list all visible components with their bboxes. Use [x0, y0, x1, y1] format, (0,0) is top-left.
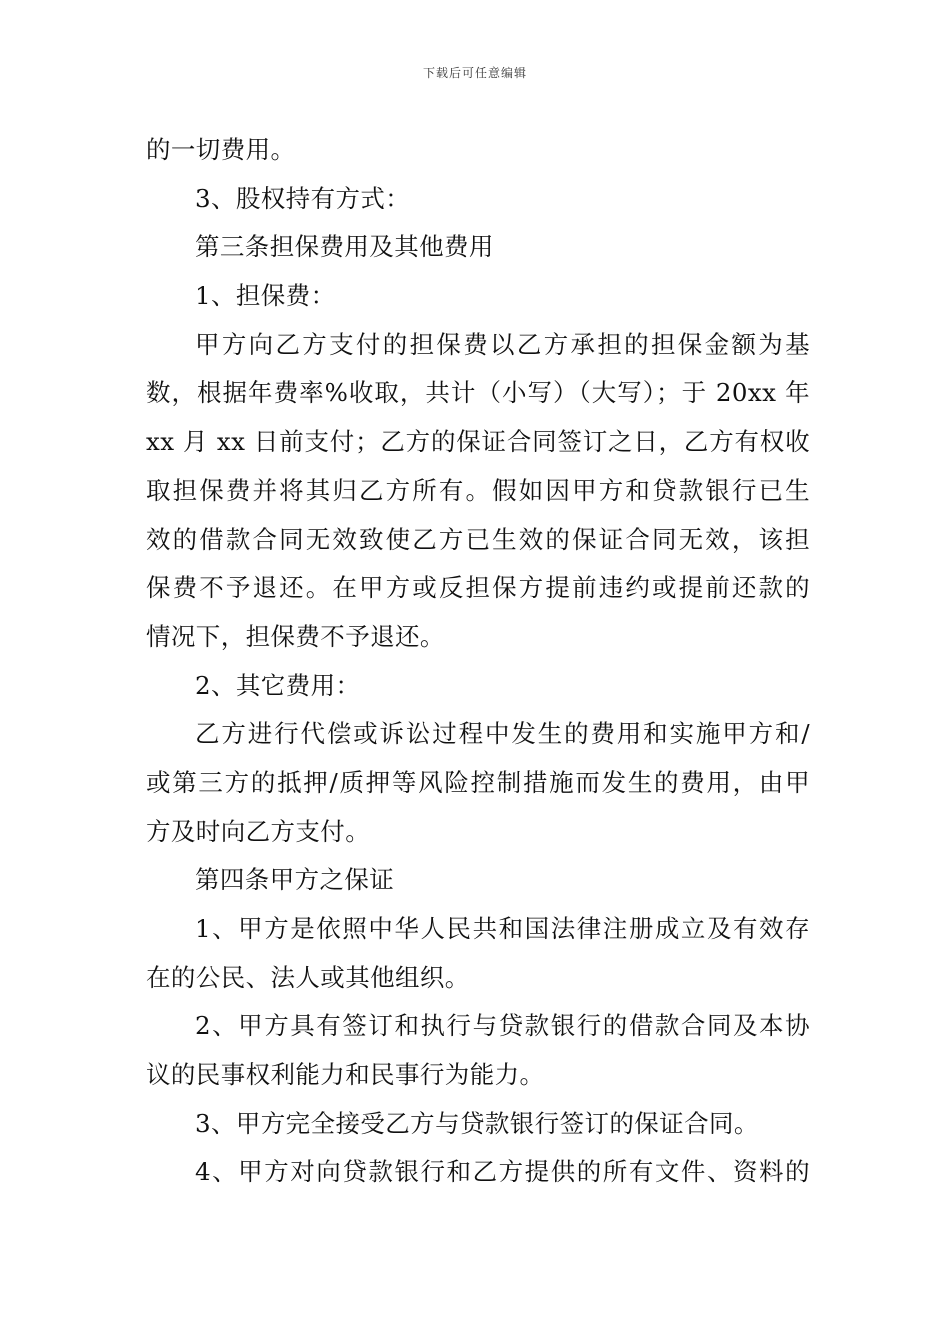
text-line: 在的公民、法人或其他组织。: [146, 962, 470, 992]
page-header: 下载后可任意编辑: [422, 66, 527, 80]
text-line: 效的借款合同无效致使乙方已生效的保证合同无效，该担: [146, 524, 810, 554]
text-line: xx 月 xx 日前支付；乙方的保证合同签订之日，乙方有权收: [146, 427, 810, 457]
text-line: 的一切费用。: [146, 135, 296, 164]
document-body: [146, 126, 810, 1197]
text-line: 方及时向乙方支付。: [146, 816, 371, 846]
article-heading: 第四条甲方之保证: [195, 865, 395, 895]
clause-heading: 1、担保费：: [195, 281, 336, 311]
text-line: 数，根据年费率%收取，共计（小写）（大写）；于 20xx 年: [146, 378, 810, 408]
text-line: 1、甲方是依照中华人民共和国法律注册成立及有效存: [195, 914, 810, 943]
text-line: 4、甲方对向贷款银行和乙方提供的所有文件、资料的: [195, 1157, 810, 1187]
clause-heading: 2、其它费用：: [195, 670, 361, 700]
text-line: 议的民事权利能力和民事行为能力。: [146, 1060, 545, 1090]
text-line: 甲方向乙方支付的担保费以乙方承担的担保金额为基: [195, 329, 810, 359]
text-line: 或第三方的抵押/质押等风险控制措施而发生的费用，由甲: [146, 767, 810, 797]
text-line: 乙方进行代偿或诉讼过程中发生的费用和实施甲方和/: [195, 719, 810, 749]
text-line: 保费不予退还。在甲方或反担保方提前违约或提前还款的: [146, 573, 810, 603]
text-line: 取担保费并将其归乙方所有。假如因甲方和贷款银行已生: [146, 475, 810, 505]
text-line: 3、甲方完全接受乙方与贷款银行签订的保证合同。: [195, 1108, 759, 1138]
text-line: 2、甲方具有签订和执行与贷款银行的借款合同及本协: [195, 1011, 810, 1041]
article-heading: 第三条担保费用及其他费用: [195, 232, 494, 262]
text-line: 情况下，担保费不予退还。: [146, 621, 445, 651]
clause-heading: 3、股权持有方式：: [195, 183, 411, 213]
